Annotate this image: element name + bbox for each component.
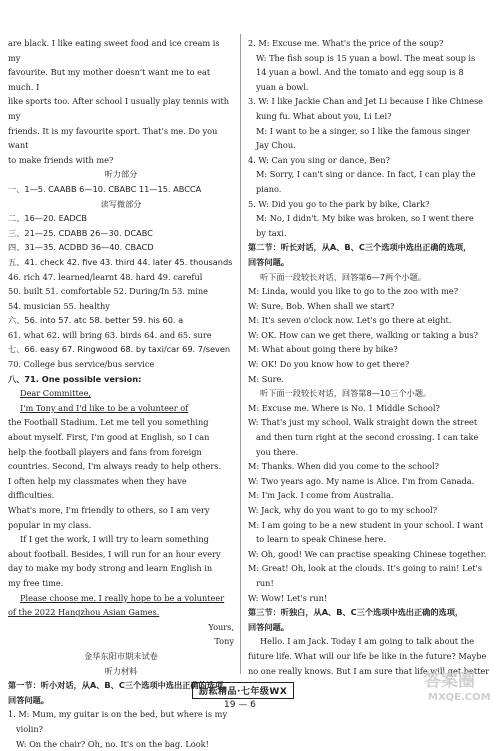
text-line: 四、31—35. ACDBD 36—40. CBACD: [8, 240, 234, 255]
text-line: 回答问题。: [248, 255, 492, 270]
text-line: M: I'm Jack. I come from Australia.: [248, 488, 492, 503]
text-line: M: No, I didn't. My bike was broken, so I went there: [248, 211, 492, 226]
text-line: Tony: [8, 634, 234, 649]
text-line: W: Oh, good! We can practise speaking Chinese together.: [248, 547, 492, 562]
text-line: 金华东阳市期末试卷: [8, 649, 234, 664]
text-line: M: Sorry, I can't sing or dance. In fact, I can play the: [248, 167, 492, 182]
watermark-url: MXQE.COM: [428, 692, 491, 703]
text-line: M: I want to be a singer, so I like the famous singer: [248, 124, 492, 139]
text-line: Jay Chou.: [248, 138, 492, 153]
text-line: violin?: [8, 722, 234, 737]
text-line: yuan a bowl.: [248, 80, 492, 95]
text-line: 70. College bus service/bus service: [8, 357, 234, 372]
text-line: future life. What will our life be like in the future? Maybe: [248, 649, 492, 664]
text-line: run!: [248, 576, 492, 591]
text-line: W: Sure, Bob. When shall we start?: [248, 299, 492, 314]
text-line: M: Great! Oh, look at the clouds. It's going to rain! Let's: [248, 561, 492, 576]
text-line: Please choose me. I really hope to be a volunteer: [8, 591, 234, 606]
text-line: M: It's seven o'clock now. Let's go there at eight.: [248, 313, 492, 328]
text-line: M: I am going to be a new student in your school. I want: [248, 518, 492, 533]
text-line: W: Wow! Let's run!: [248, 591, 492, 606]
text-line: W: Jack, why do you want to go to my school?: [248, 503, 492, 518]
text-line: by taxi.: [248, 226, 492, 241]
right-column: [248, 36, 492, 678]
text-line: 4. W: Can you sing or dance, Ben?: [248, 153, 492, 168]
text-line: 第一节：听小对话，从A、B、C三个选项中选出正确的选项，: [8, 678, 234, 693]
text-line: to learn to speak Chinese here.: [248, 532, 492, 547]
text-line: 读写微部分: [8, 197, 234, 212]
text-line: 一、1—5. CAABB 6—10. CBABC 11—15. ABCCA: [8, 182, 234, 197]
text-line: W: The fish soup is 15 yuan a bowl. The meat soup is: [248, 51, 492, 66]
text-line: the Football Stadium. Let me tell you something: [8, 415, 234, 430]
text-line: 听力部分: [8, 167, 234, 182]
text-line: favourite. But my mother doesn't want me to eat much. I: [8, 65, 234, 94]
text-line: 61. what 62. will bring 63. birds 64. and 65. sure: [8, 328, 234, 343]
brand-label: 励耘精品·七年级WX: [192, 682, 294, 699]
text-line: my free time.: [8, 576, 234, 591]
text-line: If I get the work, I will try to learn something: [8, 532, 234, 547]
text-line: 五、41. check 42. five 43. third 44. later 45. thousands: [8, 255, 234, 270]
text-line: 回答问题。: [248, 620, 492, 635]
text-line: 1. M: Mum, my guitar is on the bed, but where is my: [8, 707, 234, 722]
text-line: W: Two years ago. My name is Alice. I'm from Canada.: [248, 474, 492, 489]
text-line: and then turn right at the second crossing. I can take: [248, 430, 492, 445]
text-line: 3. W: I like Jackie Chan and Jet Li because I like Chinese: [248, 94, 492, 109]
text-line: Dear Committee,: [8, 386, 234, 401]
text-line: W: OK! Do you know how to get there?: [248, 357, 492, 372]
text-line: 听力材料: [8, 664, 234, 679]
text-line: 听下面一段较长对话，回答第8—10三个小题。: [248, 386, 492, 401]
column-divider: [240, 34, 241, 674]
text-line: 三、21—25. CDABB 26—30. DCABC: [8, 226, 234, 241]
text-line: 46. rich 47. learned/learnt 48. hard 49. careful: [8, 270, 234, 285]
text-line: Hello. I am Jack. Today I am going to talk about the: [248, 634, 492, 649]
text-line: 六、56. into 57. atc 58. better 59. his 60. a: [8, 313, 234, 328]
text-line: about football. Besides, I will run for an hour every: [8, 547, 234, 562]
page-number: 19 — 6: [224, 700, 256, 710]
text-line: friends. It is my favourite sport. That's me. Do you want: [8, 124, 234, 153]
text-line: 54. musician 55. healthy: [8, 299, 234, 314]
text-line: I'm Tony and I'd like to be a volunteer of: [8, 401, 234, 416]
text-line: 2. M: Excuse me. What's the price of the soup?: [248, 36, 492, 51]
watermark-logo: [420, 664, 496, 704]
text-line: 14 yuan a bowl. And the tomato and egg soup is 8: [248, 65, 492, 80]
text-line: 第三节：听独白，从A、B、C三个选项中选出正确的选项，: [248, 605, 492, 620]
text-line: 回答问题。: [8, 693, 234, 708]
text-line: no one really knows. But I am sure that life will get better: [248, 664, 492, 679]
text-line: M: Sure.: [248, 372, 492, 387]
text-line: M: Thanks. When did you come to the school?: [248, 459, 492, 474]
text-line: What's more, I'm friendly to others, so I am very: [8, 503, 234, 518]
text-line: M: Excuse me. Where is No. 1 Middle School?: [248, 401, 492, 416]
text-line: W: OK. How can we get there, walking or taking a bus?: [248, 328, 492, 343]
text-line: 第二节：听长对话，从A、B、C三个选项中选出正确的选项，: [248, 240, 492, 255]
text-line: to make friends with me?: [8, 153, 234, 168]
text-line: are black. I like eating sweet food and ice cream is my: [8, 36, 234, 65]
left-column: [8, 36, 234, 751]
text-line: I often help my classmates when they have difficulties.: [8, 474, 234, 503]
text-line: M: What about going there by bike?: [248, 342, 492, 357]
text-line: Yours,: [8, 620, 234, 635]
text-line: kung fu. What about you, Li Lei?: [248, 109, 492, 124]
text-line: W: On the chair? Oh, no. It's on the bag. Look!: [8, 737, 234, 751]
text-line: popular in my class.: [8, 518, 234, 533]
text-line: of the 2022 Hangzhou Asian Games.: [8, 605, 234, 620]
text-line: 听下面一段较长对话，回答第6—7两个小题。: [248, 270, 492, 285]
text-line: like sports too. After school I usually play tennis with my: [8, 94, 234, 123]
text-line: you there.: [248, 445, 492, 460]
text-line: help the football players and fans from foreign: [8, 445, 234, 460]
text-line: about myself. First, I'm good at English, so I can: [8, 430, 234, 445]
text-line: 八、71. One possible version:: [8, 372, 234, 387]
watermark-text: 答案圈: [424, 670, 475, 691]
text-line: day to make my body strong and learn English in: [8, 561, 234, 576]
text-line: M: Linda, would you like to go to the zoo with me?: [248, 284, 492, 299]
text-line: countries. Second, I'm always ready to help others.: [8, 459, 234, 474]
text-line: 5. W: Did you go to the park by bike, Clark?: [248, 197, 492, 212]
text-line: piano.: [248, 182, 492, 197]
text-line: W: That's just my school. Walk straight down the street: [248, 415, 492, 430]
text-line: 50. built 51. comfortable 52. During/In 53. mine: [8, 284, 234, 299]
text-line: 七、66. easy 67. Ringwood 68. by taxi/car 69. 7/seven: [8, 342, 234, 357]
text-line: 二、16—20. EADCB: [8, 211, 234, 226]
